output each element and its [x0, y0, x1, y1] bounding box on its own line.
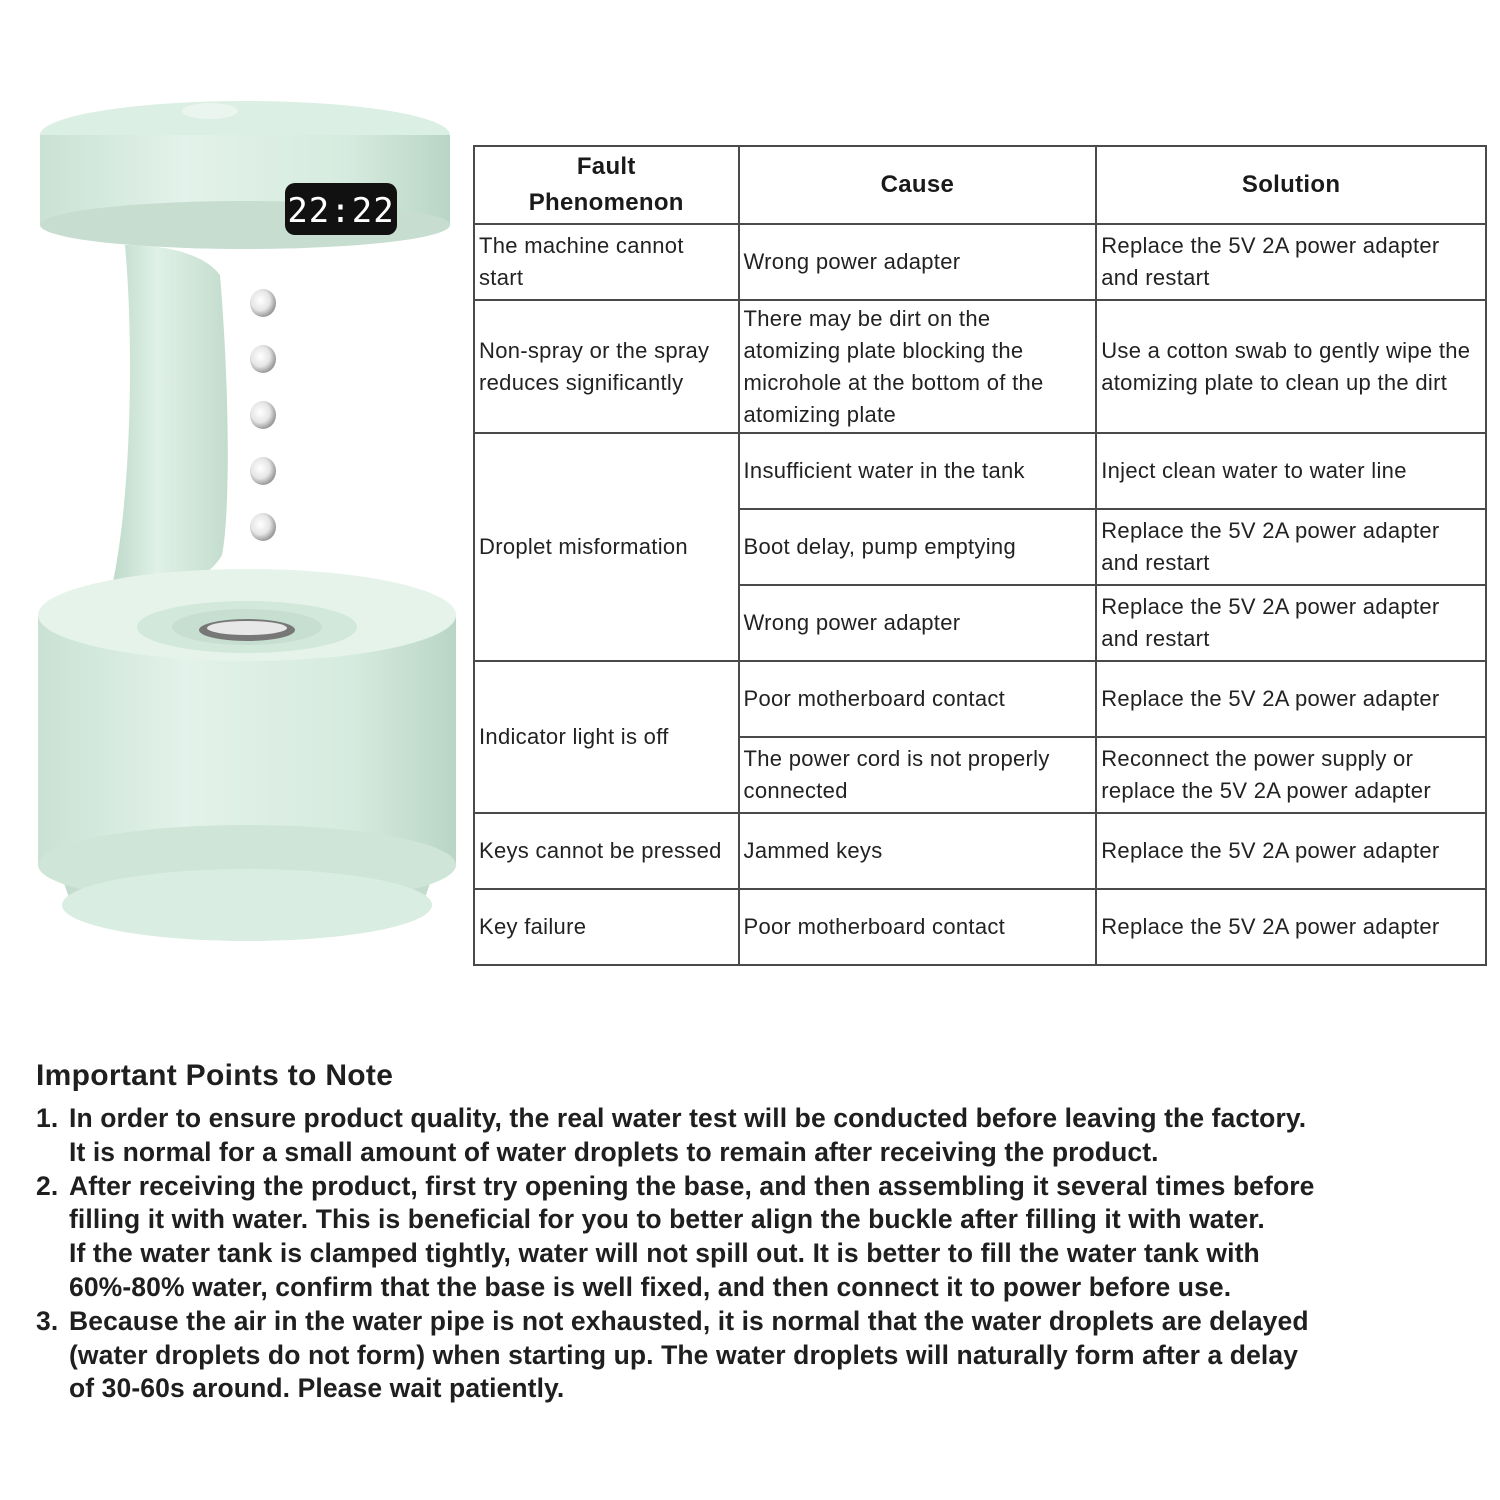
fault-table [473, 145, 1487, 966]
water-tank-base [38, 569, 456, 941]
table-row [474, 661, 1486, 737]
header-solution: Solution [1096, 146, 1486, 224]
cause-cell: Insufficient water in the tank [739, 433, 1097, 509]
note-line: Because the air in the water pipe is not exhausted, it is normal that the water droplets are delayed [69, 1305, 1309, 1336]
stem [110, 245, 228, 595]
note-item [36, 1170, 1476, 1305]
cause-cell: There may be dirt on the atomizing plate blocking the microhole at the bottom of the atomizing plate [739, 300, 1097, 433]
table-header-row [474, 146, 1486, 224]
fault-cell: Key failure [474, 889, 739, 965]
table-row [474, 813, 1486, 889]
note-line: If the water tank is clamped tightly, water will not spill out. It is better to fill the water tank with [69, 1238, 1260, 1269]
note-line: After receiving the product, first try opening the base, and then assembling it several times before [69, 1170, 1315, 1201]
solution-cell: Replace the 5V 2A power adapter and restart [1096, 585, 1486, 661]
note-item [36, 1102, 1476, 1170]
notes-list [36, 1102, 1476, 1406]
water-droplets [250, 289, 276, 594]
note-line: 60%-80% water, confirm that the base is well fixed, and then connect it to power before use. [69, 1271, 1232, 1302]
notes-title: Important Points to Note [36, 1059, 394, 1092]
solution-cell: Replace the 5V 2A power adapter and restart [1096, 509, 1486, 585]
droplet-icon [250, 401, 276, 429]
fault-cell: Non-spray or the spray reduces significantly [474, 300, 739, 433]
note-line: (water droplets do not form) when starting up. The water droplets will naturally form after a delay [69, 1339, 1299, 1370]
cause-cell: The power cord is not properly connected [739, 737, 1097, 813]
clock-time: 22:22 [287, 191, 395, 231]
header-fault-line2: Phenomenon [528, 189, 684, 216]
droplet-icon [250, 289, 276, 317]
note-number: 3. [36, 1305, 59, 1336]
header-cause: Cause [739, 146, 1097, 224]
table-row [474, 300, 1486, 433]
droplet-icon [250, 513, 276, 541]
solution-cell: Replace the 5V 2A power adapter [1096, 889, 1486, 965]
solution-cell: Replace the 5V 2A power adapter [1096, 813, 1486, 889]
cause-cell: Poor motherboard contact [739, 889, 1097, 965]
header-fault-phenomenon [474, 146, 739, 224]
solution-cell: Replace the 5V 2A power adapter [1096, 661, 1486, 737]
droplet-icon [250, 457, 276, 485]
cause-cell: Jammed keys [739, 813, 1097, 889]
fault-cell: Keys cannot be pressed [474, 813, 739, 889]
fault-cell: The machine cannot start [474, 224, 739, 300]
table-row [474, 224, 1486, 300]
cause-cell: Poor motherboard contact [739, 661, 1097, 737]
solution-cell: Inject clean water to water line [1096, 433, 1486, 509]
product-image-humidifier [30, 95, 470, 955]
solution-cell: Reconnect the power supply or replace the 5V 2A power adapter [1096, 737, 1486, 813]
note-line: It is normal for a small amount of water droplets to remain after receiving the product. [69, 1136, 1159, 1167]
table-row [474, 433, 1486, 509]
cause-cell: Wrong power adapter [739, 224, 1097, 300]
fault-cell: Droplet misformation [474, 433, 739, 661]
note-line: of 30-60s around. Please wait patiently. [69, 1373, 565, 1404]
note-line: filling it with water. This is beneficial for you to better align the buckle after filling it with water. [69, 1204, 1265, 1235]
note-item [36, 1305, 1476, 1406]
cause-cell: Boot delay, pump emptying [739, 509, 1097, 585]
solution-cell: Use a cotton swab to gently wipe the atomizing plate to clean up the dirt [1096, 300, 1486, 433]
droplet-icon [250, 345, 276, 373]
important-notes [36, 1056, 1476, 1406]
solution-cell: Replace the 5V 2A power adapter and restart [1096, 224, 1486, 300]
note-line: In order to ensure product quality, the real water test will be conducted before leaving the factory. [69, 1103, 1307, 1133]
note-number: 1. [36, 1103, 59, 1133]
table-row [474, 889, 1486, 965]
note-number: 2. [36, 1170, 59, 1201]
header-fault-line1: Fault [576, 153, 636, 180]
clock-display [285, 183, 397, 235]
fault-cell: Indicator light is off [474, 661, 739, 813]
cause-cell: Wrong power adapter [739, 585, 1097, 661]
